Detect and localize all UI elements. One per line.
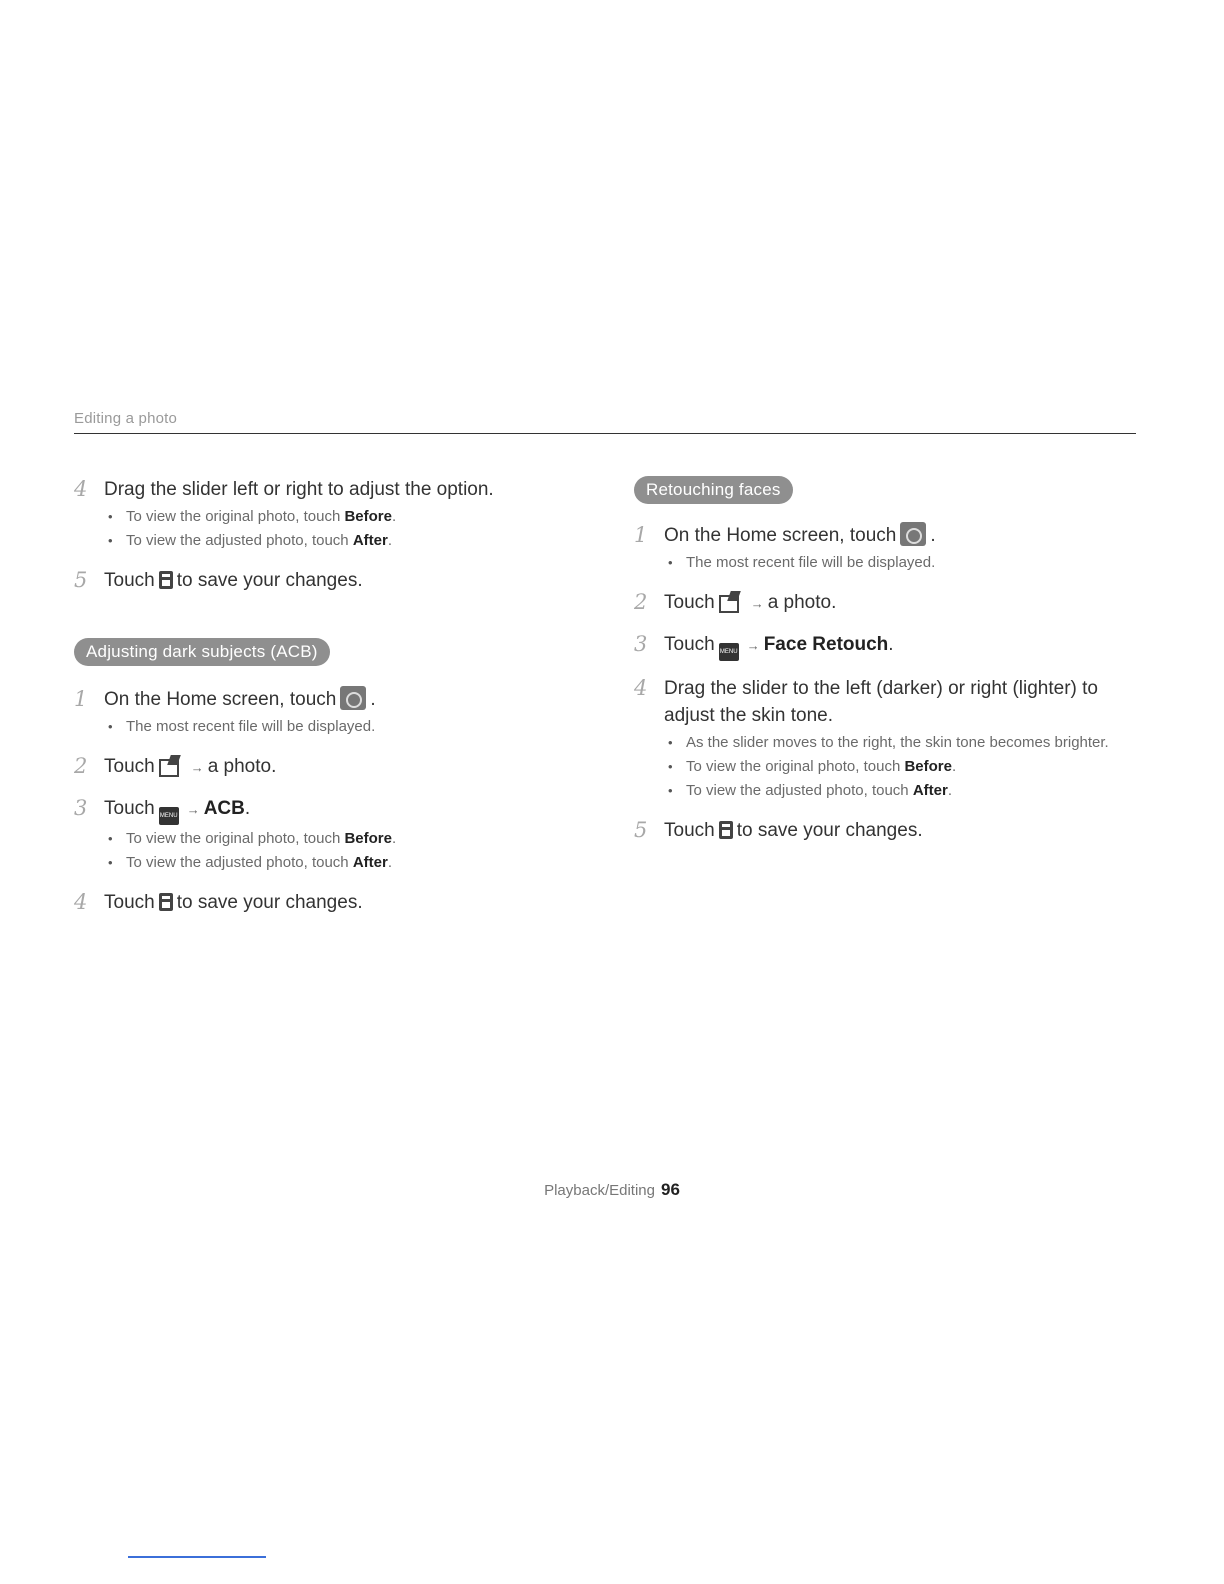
bullet-item: • To view the original photo, touch Before.: [664, 755, 1154, 779]
menu-icon: MENU: [159, 807, 179, 825]
bullet-item: • To view the adjusted photo, touch After.: [664, 779, 1154, 803]
step-text: Touch to save your changes.: [104, 892, 363, 913]
gallery-icon: [900, 522, 926, 546]
bullet-list: [664, 731, 1154, 803]
step-text: Touch MENU → ACB.: [104, 795, 594, 825]
retouch-step-2: [634, 589, 1154, 617]
arrow-icon: →: [186, 802, 200, 817]
arrow-icon: →: [746, 638, 760, 653]
left-column: [74, 476, 594, 930]
step-text: On the Home screen, touch .: [664, 522, 1154, 549]
step-text: On the Home screen, touch .: [104, 686, 594, 713]
acb-step-2: [74, 753, 594, 781]
right-column: [634, 476, 1154, 858]
retouch-step-3: [634, 631, 1154, 661]
step-text: Drag the slider to the left (darker) or right (lighter) to: [664, 678, 1099, 699]
step-number: 3: [74, 796, 88, 820]
step-text: adjust the skin tone.: [664, 705, 833, 726]
menu-icon: MENU: [719, 643, 739, 661]
step-4-drag-slider: [74, 476, 594, 553]
bullet-item: • As the slider moves to the right, the skin tone becomes brighter.: [664, 731, 1154, 755]
step-text: Touch → a photo.: [104, 756, 277, 777]
bullet-item: • To view the original photo, touch Before.: [104, 505, 594, 529]
step-text: Touch MENU → Face Retouch.: [664, 631, 1154, 661]
acb-step-1: [74, 686, 594, 739]
acb-step-3: [74, 795, 594, 875]
bullet-list: [104, 715, 594, 739]
step-number: 4: [634, 676, 648, 700]
arrow-icon: →: [190, 760, 204, 775]
save-icon: [159, 893, 173, 911]
save-icon: [719, 821, 733, 839]
step-number: 1: [74, 687, 88, 711]
page-footer: [0, 1180, 1224, 1200]
acb-step-4: [74, 889, 594, 916]
bullet-list: [104, 505, 594, 553]
step-text: Touch → a photo.: [664, 592, 837, 613]
page-number: 96: [660, 1180, 680, 1199]
footer-section: Playback/Editing: [544, 1182, 655, 1199]
bullet-item: • The most recent file will be displayed.: [104, 715, 594, 739]
bullet-item: • To view the original photo, touch Before.: [104, 827, 594, 851]
bullet-list: [104, 827, 594, 875]
step-number: 3: [634, 632, 648, 656]
arrow-icon: →: [750, 596, 764, 611]
edit-icon: [159, 755, 183, 775]
step-number: 1: [634, 523, 648, 547]
bullet-item: • The most recent file will be displayed.: [664, 551, 1154, 575]
bullet-item: • To view the adjusted photo, touch After.: [104, 529, 594, 553]
step-text: Touch to save your changes.: [104, 570, 363, 591]
page-header: [74, 408, 1136, 434]
section-heading-retouch: Retouching faces: [634, 476, 793, 504]
bullet-item: • To view the adjusted photo, touch After.: [104, 851, 594, 875]
gallery-icon: [340, 686, 366, 710]
retouch-step-4: [634, 675, 1154, 803]
step-number: 5: [74, 568, 88, 592]
retouch-step-5: [634, 817, 1154, 844]
section-heading-acb: Adjusting dark subjects (ACB): [74, 638, 330, 666]
step-5-save: [74, 567, 594, 594]
step-number: 2: [634, 590, 648, 614]
step-number: 4: [74, 477, 88, 501]
step-number: 2: [74, 754, 88, 778]
step-text: Drag the slider left or right to adjust the option.: [104, 479, 494, 500]
step-number: 4: [74, 890, 88, 914]
bullet-list: [664, 551, 1154, 575]
edit-icon: [719, 591, 743, 611]
header-title: Editing a photo: [74, 410, 178, 427]
save-icon: [159, 571, 173, 589]
step-number: 5: [634, 818, 648, 842]
retouch-step-1: [634, 522, 1154, 575]
step-text: Touch to save your changes.: [664, 820, 923, 841]
link-underline[interactable]: [128, 1556, 266, 1558]
